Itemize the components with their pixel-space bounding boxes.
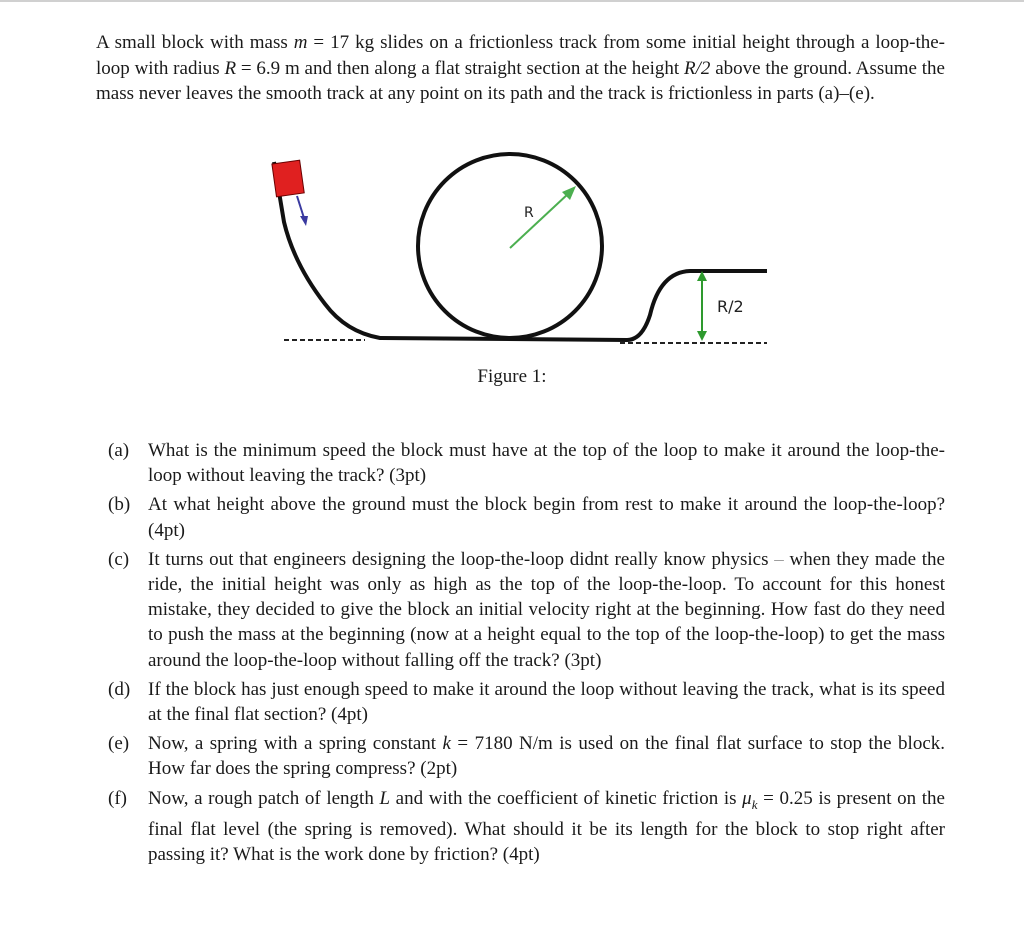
question-e [108,731,945,781]
radius-value: 6.9 m [256,57,300,79]
question-label: (f) [108,787,127,809]
height-arrowhead-bottom [697,331,707,341]
question-text: What is the minimum speed the block must have at the top of the loop to make it around the loop-the-loop without leaving the track? (3pt) [148,440,945,487]
velocity-arrow [297,196,304,218]
question-list [108,438,945,871]
mass-value: 17 kg [330,32,375,53]
height-label: R/2 [717,297,744,316]
block [272,160,304,197]
question-text: At what height above the ground must the block begin from rest to make it around the loop-the-loop? (4pt) [148,494,945,541]
question-label: (a) [108,440,130,461]
question-a [108,438,945,488]
radius-label: R [524,205,534,221]
question-c [108,547,945,673]
question-text: It turns out that engineers designing the loop-the-loop didnt really know physics – when they made the ride, the initial height was only as high as the top of the loop-the-loop. To account for this honest mistake, they decided to give the block an initial velocity right at the beginning. How fast do they need to push the mass at the beginning (now at a height equal to the top of the loop-the-loop) to get the mass around the loop-the-loop without falling off the track? (3pt) [148,548,945,671]
track [274,162,767,340]
question-text: If the block has just enough speed to make it around the loop without leaving the track, what is its speed at the final flat section? (4pt) [148,678,945,726]
question-d [108,677,945,727]
question-text: Now, a rough patch of length L and with the coefficient of kinetic friction is $\mu_k = 0.25$ is present on the final flat level (the spring is removed). What should it be its length for the block to stop right after passing it? What is the work done by friction? (4pt) [148,787,945,865]
question-label: (e) [108,733,130,755]
figure-caption: Figure 1: [477,366,547,387]
question-b [108,492,945,542]
question-label: (d) [108,678,131,700]
question-text: Now, a spring with a spring constant k = 7180 N/m is used on the final flat surface to stop the block. How far does the spring compress? (2pt) [148,733,946,780]
problem-intro: A small block with mass m = 17 kg slides on a frictionless track from some initial height through a loop-the-loop with radius R = 6.9 m and then along a flat straight section at the height R/2 above the ground. Assume the mass never leaves the smooth track at any point on its path and the track is frictionless in parts (a)–(e). [96,32,945,104]
velocity-arrowhead [300,216,308,226]
question-f [108,786,945,867]
radius-arrow [510,193,569,248]
loop-circle [418,154,602,338]
spring-constant-value: 7180 N/m [474,733,553,755]
question-label: (b) [108,494,131,516]
question-label: (c) [108,548,130,570]
friction-coefficient-value: 0.25 [779,787,813,809]
top-border [0,0,1024,2]
loop-the-loop-figure [270,150,780,360]
